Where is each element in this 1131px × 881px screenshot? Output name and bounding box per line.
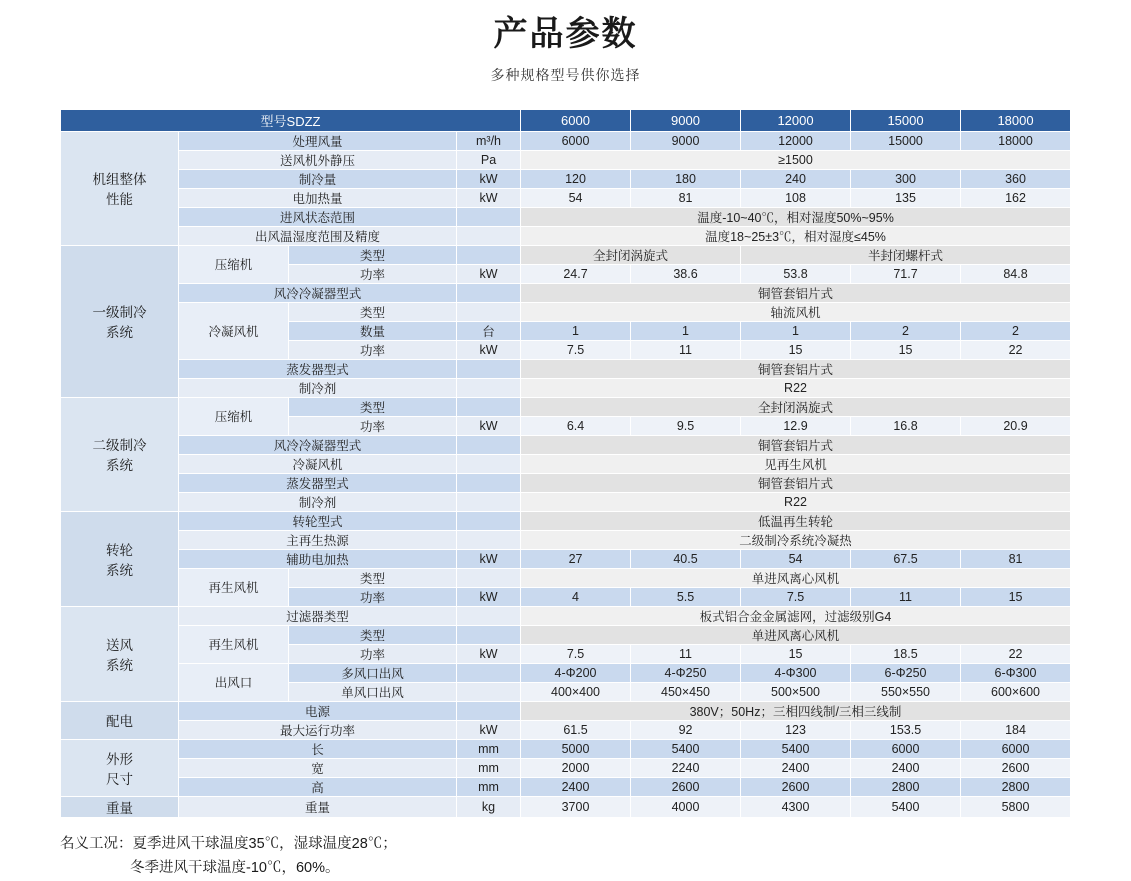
- row-unit: kW: [457, 549, 521, 568]
- row-unit: kW: [457, 264, 521, 283]
- table-row: [61, 283, 1071, 302]
- row-label: 类型: [289, 625, 457, 644]
- cell-value: 24.7: [521, 264, 631, 283]
- table-row: [61, 131, 1071, 150]
- row-label: 制冷量: [179, 169, 457, 188]
- sub-group-label: 出风口: [179, 663, 289, 701]
- row-label: 类型: [289, 245, 457, 264]
- cell-value: 15: [741, 340, 851, 359]
- row-label: 蒸发器型式: [179, 359, 457, 378]
- cell-value: 6.4: [521, 416, 631, 435]
- cell-value: 5400: [631, 739, 741, 758]
- row-label: 功率: [289, 644, 457, 663]
- cell-value: 81: [631, 188, 741, 207]
- cell-value: 84.8: [961, 264, 1071, 283]
- row-unit: [457, 207, 521, 226]
- cell-value: 15: [741, 644, 851, 663]
- cell-value: 300: [851, 169, 961, 188]
- cell-value: 12.9: [741, 416, 851, 435]
- row-unit: [457, 511, 521, 530]
- cell-value: 18000: [961, 131, 1071, 150]
- cell-span-value: 铜管套铝片式: [521, 473, 1071, 492]
- table-row: [61, 435, 1071, 454]
- row-unit: Pa: [457, 150, 521, 169]
- table-row: [61, 663, 1071, 682]
- row-unit: mm: [457, 777, 521, 796]
- row-unit: kW: [457, 188, 521, 207]
- row-label: 辅助电加热: [179, 549, 457, 568]
- row-label: 出风温湿度范围及精度: [179, 226, 457, 245]
- row-label: 数量: [289, 321, 457, 340]
- page-title: 产品参数: [493, 15, 638, 53]
- table-row: [61, 739, 1071, 758]
- cell-value: 40.5: [631, 549, 741, 568]
- cell-value: 4: [521, 587, 631, 606]
- row-unit: [457, 663, 521, 682]
- cell-value: 9.5: [631, 416, 741, 435]
- cell-value: 22: [961, 340, 1071, 359]
- cell-value: 4000: [631, 796, 741, 817]
- cell-value: 7.5: [521, 340, 631, 359]
- cell-value: 22: [961, 644, 1071, 663]
- table-row: [61, 606, 1071, 625]
- row-label: 转轮型式: [179, 511, 457, 530]
- group-label: 转轮 系统: [61, 511, 179, 606]
- row-label: 多风口出风: [289, 663, 457, 682]
- cell-value: 2600: [741, 777, 851, 796]
- row-label: 最大运行功率: [179, 720, 457, 739]
- cell-value: 400×400: [521, 682, 631, 701]
- row-label: 风冷冷凝器型式: [179, 435, 457, 454]
- cell-value: 2600: [631, 777, 741, 796]
- cell-value: 54: [521, 188, 631, 207]
- cell-span-value: 低温再生转轮: [521, 511, 1071, 530]
- cell-value: 18.5: [851, 644, 961, 663]
- cell-value: 53.8: [741, 264, 851, 283]
- row-unit: [457, 473, 521, 492]
- cell-value: 1: [741, 321, 851, 340]
- cell-value: 61.5: [521, 720, 631, 739]
- row-label: 类型: [289, 302, 457, 321]
- row-label: 类型: [289, 397, 457, 416]
- cell-span-value: 二级制冷系统冷凝热: [521, 530, 1071, 549]
- table-row: [61, 226, 1071, 245]
- header-model-12000: 12000: [741, 109, 851, 131]
- header-model-6000: 6000: [521, 109, 631, 131]
- cell-value: 360: [961, 169, 1071, 188]
- spec-table: [60, 109, 1071, 818]
- row-label: 处理风量: [179, 131, 457, 150]
- cell-value: 38.6: [631, 264, 741, 283]
- cell-span-value: R22: [521, 378, 1071, 397]
- row-unit: kW: [457, 644, 521, 663]
- row-unit: [457, 245, 521, 264]
- sub-group-label: 再生风机: [179, 568, 289, 606]
- footnote-line-1: 名义工况：夏季进风干球温度35℃，湿球温度28℃；: [60, 835, 397, 852]
- row-label: 风冷冷凝器型式: [179, 283, 457, 302]
- cell-value: 92: [631, 720, 741, 739]
- cell-value: 20.9: [961, 416, 1071, 435]
- cell-value: 550×550: [851, 682, 961, 701]
- cell-span-value: 温度18~25±3℃，相对湿度≤45%: [521, 226, 1071, 245]
- cell-value: 4-Φ200: [521, 663, 631, 682]
- row-unit: [457, 397, 521, 416]
- cell-value: 15000: [851, 131, 961, 150]
- cell-span-value: 全封闭涡旋式: [521, 397, 1071, 416]
- cell-value: 16.8: [851, 416, 961, 435]
- cell-value: 15: [961, 587, 1071, 606]
- row-unit: [457, 454, 521, 473]
- cell-value: 2800: [851, 777, 961, 796]
- row-label: 高: [179, 777, 457, 796]
- cell-span-value: 铜管套铝片式: [521, 435, 1071, 454]
- group-label: 重量: [61, 796, 179, 817]
- cell-value: 6000: [521, 131, 631, 150]
- cell-value: 162: [961, 188, 1071, 207]
- cell-span-value: 单进风离心风机: [521, 625, 1071, 644]
- cell-value: 2400: [851, 758, 961, 777]
- table-row: [61, 359, 1071, 378]
- sub-group-label: 压缩机: [179, 245, 289, 283]
- row-unit: [457, 568, 521, 587]
- table-row: [61, 473, 1071, 492]
- cell-value: 1: [521, 321, 631, 340]
- row-label: 功率: [289, 416, 457, 435]
- cell-value: 5400: [741, 739, 851, 758]
- cell-value: 67.5: [851, 549, 961, 568]
- table-row: [61, 302, 1071, 321]
- row-unit: mm: [457, 758, 521, 777]
- cell-value: 7.5: [741, 587, 851, 606]
- row-unit: [457, 606, 521, 625]
- cell-value: 15: [851, 340, 961, 359]
- spec-table-wrap: [60, 109, 1071, 818]
- cell-value: 600×600: [961, 682, 1071, 701]
- row-label: 蒸发器型式: [179, 473, 457, 492]
- cell-value: 135: [851, 188, 961, 207]
- table-row: [61, 245, 1071, 264]
- row-label: 类型: [289, 568, 457, 587]
- cell-value: 4-Φ300: [741, 663, 851, 682]
- row-unit: kW: [457, 340, 521, 359]
- row-unit: [457, 701, 521, 720]
- cell-span-value: 380V；50Hz；三相四线制/三相三线制: [521, 701, 1071, 720]
- cell-value: 81: [961, 549, 1071, 568]
- row-label: 功率: [289, 264, 457, 283]
- row-label: 送风机外静压: [179, 150, 457, 169]
- table-row: [61, 397, 1071, 416]
- table-row: [61, 701, 1071, 720]
- row-label: 功率: [289, 587, 457, 606]
- cell-value: 4-Φ250: [631, 663, 741, 682]
- cell-span-value: ≥1500: [521, 150, 1071, 169]
- table-row: [61, 777, 1071, 796]
- row-unit: [457, 682, 521, 701]
- sub-group-label: 压缩机: [179, 397, 289, 435]
- table-row: [61, 758, 1071, 777]
- row-unit: [457, 625, 521, 644]
- cell-value: 6-Φ250: [851, 663, 961, 682]
- row-label: 单风口出风: [289, 682, 457, 701]
- table-row: [61, 625, 1071, 644]
- cell-value: 2400: [741, 758, 851, 777]
- table-row: [61, 188, 1071, 207]
- cell-span-value: 轴流风机: [521, 302, 1071, 321]
- row-label: 制冷剂: [179, 492, 457, 511]
- row-label: 宽: [179, 758, 457, 777]
- row-label: 冷凝风机: [179, 454, 457, 473]
- cell-span-value: 全封闭涡旋式: [521, 245, 741, 264]
- cell-value: 123: [741, 720, 851, 739]
- cell-value: 500×500: [741, 682, 851, 701]
- row-unit: kW: [457, 169, 521, 188]
- cell-value: 54: [741, 549, 851, 568]
- header-model-15000: 15000: [851, 109, 961, 131]
- row-unit: [457, 359, 521, 378]
- cell-span-value: 见再生风机: [521, 454, 1071, 473]
- cell-value: 27: [521, 549, 631, 568]
- cell-value: 2800: [961, 777, 1071, 796]
- cell-value: 240: [741, 169, 851, 188]
- row-label: 进风状态范围: [179, 207, 457, 226]
- footnote-line-2: 冬季进风干球温度-10℃，60%。: [130, 860, 340, 877]
- table-row: [61, 169, 1071, 188]
- row-label: 重量: [179, 796, 457, 817]
- group-label: 一级制冷 系统: [61, 245, 179, 397]
- table-row: [61, 511, 1071, 530]
- header-model-label: 型号SDZZ: [61, 109, 521, 131]
- cell-value: 184: [961, 720, 1071, 739]
- cell-value: 6-Φ300: [961, 663, 1071, 682]
- group-label: 外形 尺寸: [61, 739, 179, 796]
- cell-span-value: 板式铝合金金属滤网，过滤级别G4: [521, 606, 1071, 625]
- table-header-row: [61, 109, 1071, 131]
- cell-span-value: 单进风离心风机: [521, 568, 1071, 587]
- cell-value: 108: [741, 188, 851, 207]
- cell-value: 5400: [851, 796, 961, 817]
- group-label: 送风 系统: [61, 606, 179, 701]
- cell-span-value: 铜管套铝片式: [521, 359, 1071, 378]
- cell-value: 9000: [631, 131, 741, 150]
- table-row: [61, 150, 1071, 169]
- group-label: 二级制冷 系统: [61, 397, 179, 511]
- row-label: 主再生热源: [179, 530, 457, 549]
- group-label: 机组整体 性能: [61, 131, 179, 245]
- page-subtitle: 多种规格型号供你选择: [490, 66, 641, 83]
- row-unit: kg: [457, 796, 521, 817]
- header-model-18000: 18000: [961, 109, 1071, 131]
- group-label: 配电: [61, 701, 179, 739]
- row-unit: kW: [457, 416, 521, 435]
- cell-value: 2: [851, 321, 961, 340]
- cell-span-value: R22: [521, 492, 1071, 511]
- cell-value: 2400: [521, 777, 631, 796]
- table-row: [61, 530, 1071, 549]
- row-unit: mm: [457, 739, 521, 758]
- cell-value: 3700: [521, 796, 631, 817]
- table-row: [61, 549, 1071, 568]
- table-row: [61, 454, 1071, 473]
- row-label: 过滤器类型: [179, 606, 457, 625]
- cell-value: 7.5: [521, 644, 631, 663]
- cell-value: 2000: [521, 758, 631, 777]
- table-row: [61, 796, 1071, 817]
- table-row: [61, 568, 1071, 587]
- sub-group-label: 冷凝风机: [179, 302, 289, 359]
- row-unit: [457, 302, 521, 321]
- cell-value: 2600: [961, 758, 1071, 777]
- sub-group-label: 再生风机: [179, 625, 289, 663]
- cell-span-value: 半封闭螺杆式: [741, 245, 1071, 264]
- row-label: 功率: [289, 340, 457, 359]
- table-row: [61, 720, 1071, 739]
- cell-value: 6000: [851, 739, 961, 758]
- cell-value: 12000: [741, 131, 851, 150]
- cell-value: 2: [961, 321, 1071, 340]
- cell-value: 2240: [631, 758, 741, 777]
- cell-value: 5800: [961, 796, 1071, 817]
- cell-value: 153.5: [851, 720, 961, 739]
- cell-value: 11: [631, 340, 741, 359]
- row-unit: 台: [457, 321, 521, 340]
- cell-span-value: 铜管套铝片式: [521, 283, 1071, 302]
- cell-value: 180: [631, 169, 741, 188]
- row-label: 电加热量: [179, 188, 457, 207]
- cell-value: 4300: [741, 796, 851, 817]
- cell-span-value: 温度-10~40℃，相对湿度50%~95%: [521, 207, 1071, 226]
- row-label: 制冷剂: [179, 378, 457, 397]
- table-row: [61, 207, 1071, 226]
- cell-value: 6000: [961, 739, 1071, 758]
- cell-value: 5000: [521, 739, 631, 758]
- cell-value: 71.7: [851, 264, 961, 283]
- row-unit: [457, 283, 521, 302]
- cell-value: 11: [631, 644, 741, 663]
- row-label: 长: [179, 739, 457, 758]
- table-row: [61, 492, 1071, 511]
- table-row: [61, 378, 1071, 397]
- row-unit: [457, 435, 521, 454]
- row-label: 电源: [179, 701, 457, 720]
- cell-value: 120: [521, 169, 631, 188]
- spec-table-body: [61, 109, 1071, 817]
- row-unit: m³/h: [457, 131, 521, 150]
- cell-value: 450×450: [631, 682, 741, 701]
- row-unit: kW: [457, 720, 521, 739]
- row-unit: [457, 530, 521, 549]
- row-unit: kW: [457, 587, 521, 606]
- cell-value: 5.5: [631, 587, 741, 606]
- footnote: [0, 832, 1131, 881]
- row-unit: [457, 226, 521, 245]
- header-model-9000: 9000: [631, 109, 741, 131]
- row-unit: [457, 378, 521, 397]
- row-unit: [457, 492, 521, 511]
- cell-value: 11: [851, 587, 961, 606]
- cell-value: 1: [631, 321, 741, 340]
